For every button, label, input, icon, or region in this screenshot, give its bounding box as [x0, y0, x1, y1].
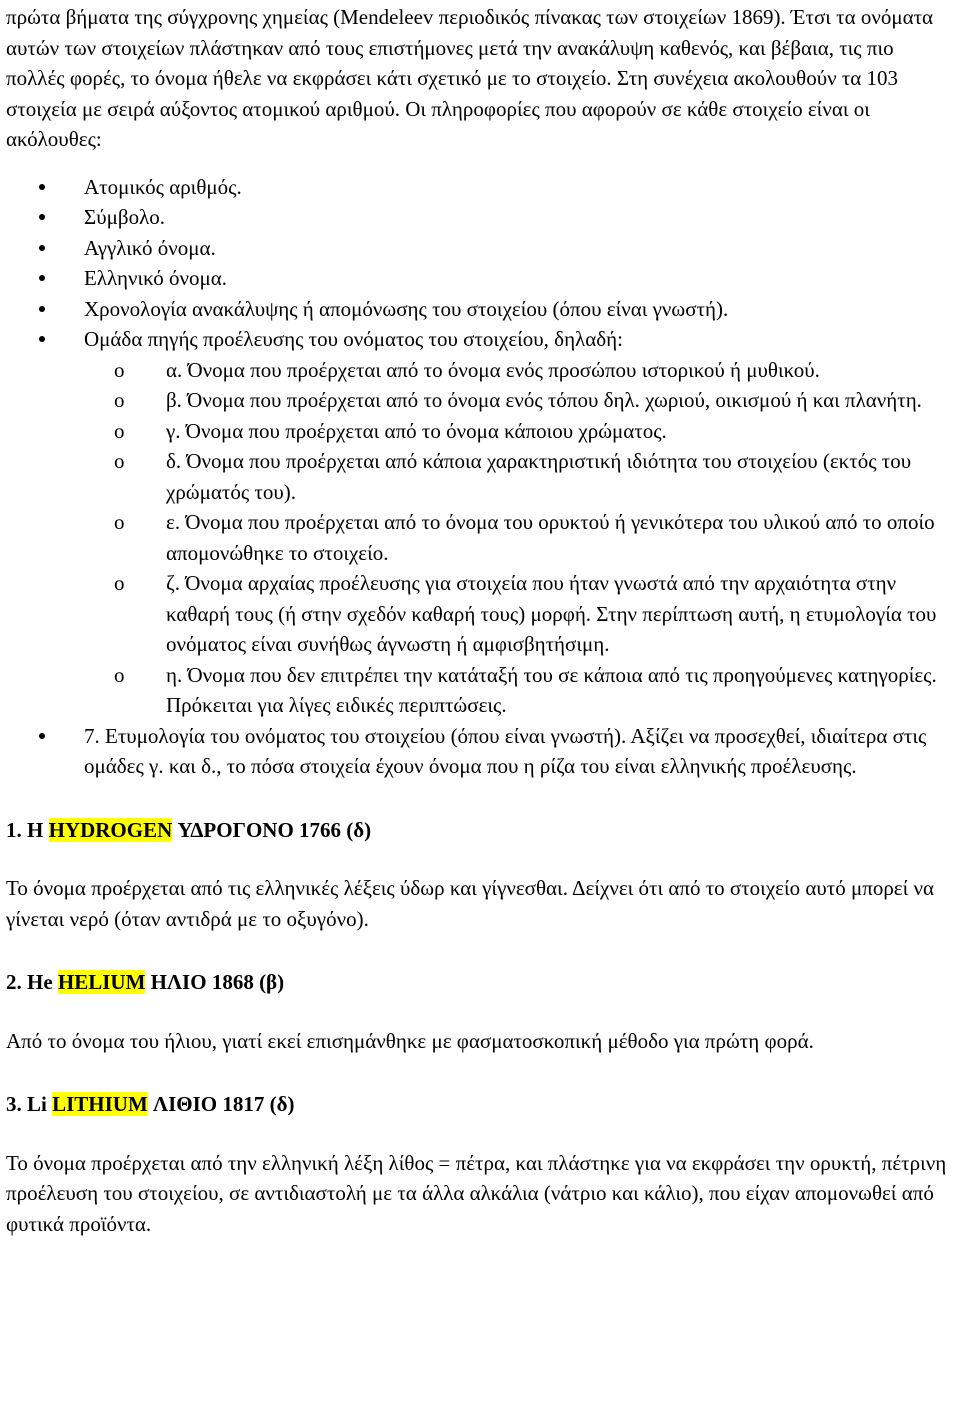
list-item: Ελληνικό όνομα.: [6, 263, 956, 294]
element-heading-hydrogen: 1. H HYDROGEN ΥΔΡΟΓΟΝΟ 1766 (δ): [6, 817, 372, 842]
circle-bullet-icon: o: [114, 388, 125, 412]
element-description-lithium: Το όνομα προέρχεται από την ελληνική λέξη λίθος = πέτρα, και πλάστηκε για να εκφράσει την ορυκτή, πέτρινη προέλευση του στοιχείου, σε αντιδιαστολή με τα άλλα αλκάλια (νάτριο και κάλιο), που είχαν απομονωθεί από φυτικά προϊόντα.: [6, 1150, 947, 1236]
circle-bullet-icon: o: [114, 510, 125, 534]
highlighted-english-name: HYDROGEN: [48, 817, 173, 842]
element-description-helium: Από το όνομα του ήλιου, γιατί εκεί επισημάνθηκε με φασματοσκοπική μέθοδο για πρώτη φορά.: [6, 1028, 814, 1053]
circle-bullet-icon: o: [114, 418, 125, 443]
highlighted-english-name: HELIUM: [57, 970, 146, 994]
intro-paragraph: πρώτα βήματα της σύγχρονης χημείας (Mendeleev περιοδικός πίνακας των στοιχείων 1869). Έτσι τα ονόματα αυτών των στοιχείων πλάστηκαν από τους επιστήμονες μετά την ανακάλυψη καθενός, και βέβαια, τις πιο πολλές φορές, το όνομα ήθελε να εκφράσει κάτι σχετικό με το στοιχείο. Στη συνέχεια ακολουθούν τα 103 στοιχεία με σειρά αύξοντος ατομικού αριθμού. Οι πληροφορίες που αφορούν σε κάθε στοιχείο είναι οι ακόλουθες:: [6, 5, 934, 151]
element-heading-lithium: 3. Li LITHIUM ΛΙΘΙΟ 1817 (δ): [6, 1092, 295, 1116]
element-description-hydrogen: Το όνομα προέρχεται από τις ελληνικές λέξεις ύδωρ και γίγνεσθαι. Δείχνει ότι από το στοιχείο αυτό μπορεί να γίνεται νερό (όταν αντιδρά με το οξυγόνο).: [6, 876, 935, 931]
list-item: Χρονολογία ανακάλυψης ή απομόνωσης του στοιχείου (όπου είναι γνωστή).: [6, 294, 956, 325]
sub-list-item: o ε. Όνομα που προέρχεται από το όνομα του ορυκτού ή γενικότερα του υλικού από το οποίο απομονώθηκε το στοιχείο.: [84, 507, 956, 568]
highlighted-english-name: LITHIUM: [52, 1092, 148, 1116]
list-item: Αγγλικό όνομα.: [6, 233, 956, 264]
sub-list-item: o γ. Όνομα που προέρχεται από το όνομα κάποιου χρώματος.: [84, 416, 956, 447]
sub-list-item: o ζ. Όνομα αρχαίας προέλευσης για στοιχεία που ήταν γνωστά από την αρχαιότητα στην καθαρή τους (ή στην σχεδόν καθαρή τους) μορφή. Στην περίπτωση αυτή, η ετυμολογία του ονόματος είναι συνήθως άγνωστη ή αμφισβητήσιμη.: [84, 568, 956, 660]
document-page: [6, 0, 956, 1239]
circle-bullet-icon: o: [114, 571, 125, 595]
list-item: Ατομικός αριθμός.: [6, 172, 956, 203]
sub-list: [84, 355, 956, 721]
info-list: [6, 172, 956, 782]
list-item: Σύμβολο.: [6, 202, 956, 233]
circle-bullet-icon: o: [114, 662, 125, 687]
element-heading-helium: 2. He HELIUM ΗΛΙΟ 1868 (β): [6, 970, 285, 994]
sub-list-item: o β. Όνομα που προέρχεται από το όνομα ενός τόπου δηλ. χωριού, οικισμού ή και πλανήτη.: [84, 385, 956, 416]
sub-list-item: o α. Όνομα που προέρχεται από το όνομα ενός προσώπου ιστορικού ή μυθικού.: [84, 355, 956, 386]
sub-list-item: o δ. Όνομα που προέρχεται από κάποια χαρακτηριστική ιδιότητα του στοιχείου (εκτός του χρώματός του).: [84, 446, 956, 507]
circle-bullet-icon: o: [114, 357, 125, 382]
list-item: Ομάδα πηγής προέλευσης του ονόματος του στοιχείου, δηλαδή: o α. Όνομα που προέρχεται από το όνομα ενός προσώπου ιστορικού ή μυθικού. o β. Όνομα που προέρχεται από το όνομα ενός τόπου δηλ. χωριού, οικισμού ή και πλανήτη. o γ. Όνομα που προέρχεται από το όνομα κάποιου χρώματος. o δ. Όνομα που προέρχεται από κάποια χαρακτηριστική ιδιότητα του στοιχείου (εκτός του χρώματός του). o ε. Όνομα που προέρχεται από το όνομα του ορυκτού ή γενικότερα του υλικού από το οποίο απομονώθηκε το στοιχείο. o ζ. Όνομα αρχαίας προέλευσης για στοιχεία που ήταν γνωστά από την αρχαιότητα στην καθαρή τους (ή στην σχεδόν καθαρή τους) μορφή. Στην περίπτωση αυτή, η ετυμολογία του ονόματος είναι συνήθως άγνωστη ή αμφισβητήσιμη. o η. Όνομα που δεν επιτρέπει την κατάταξή του σε κάποια από τις προηγούμενες κατηγορίες. Πρόκειται για λίγες ειδικές περιπτώσεις.: [6, 324, 956, 721]
circle-bullet-icon: o: [114, 449, 125, 473]
list-item: 7. Ετυμολογία του ονόματος του στοιχείου (όπου είναι γνωστή). Αξίζει να προσεχθεί, ιδιαίτερα στις ομάδες γ. και δ., το πόσα στοιχεία έχουν όνομα που η ρίζα του είναι ελληνικής προέλευσης.: [6, 721, 956, 782]
sub-list-item: o η. Όνομα που δεν επιτρέπει την κατάταξή του σε κάποια από τις προηγούμενες κατηγορίες. Πρόκειται για λίγες ειδικές περιπτώσεις.: [84, 660, 956, 721]
